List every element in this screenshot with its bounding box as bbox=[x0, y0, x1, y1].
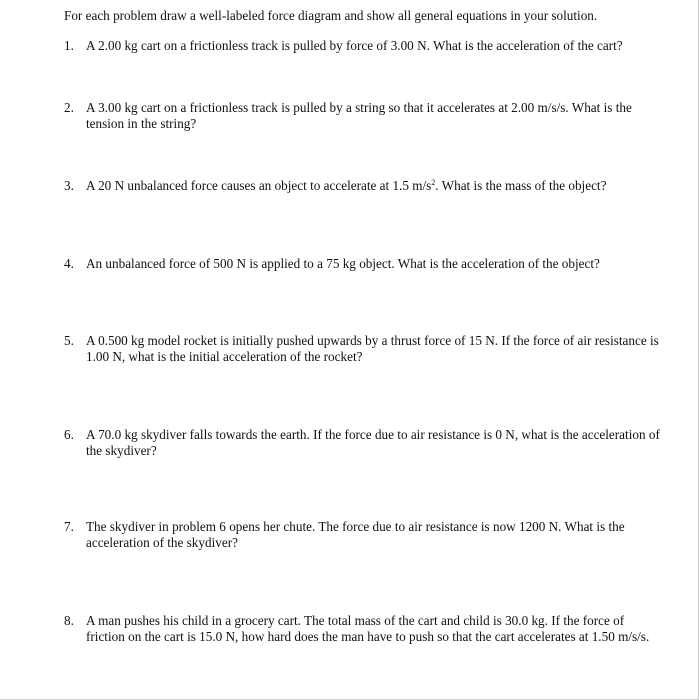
problem-text: An unbalanced force of 500 N is applied to a 75 kg object. What is the acceleration of the object? bbox=[86, 256, 600, 271]
problem-text: The skydiver in problem 6 opens her chute. The force due to air resistance is now 1200 N. What is the acceleration of the skydiver? bbox=[86, 519, 625, 550]
problem-number: 7. bbox=[64, 519, 74, 534]
problem-text: A 0.500 kg model rocket is initially pushed upwards by a thrust force of 15 N. If the force of air resistance is 1.00 N, what is the initial acceleration of the rocket? bbox=[86, 333, 659, 364]
problem-number: 8. bbox=[64, 613, 74, 628]
problem-5 bbox=[64, 333, 664, 365]
superscript: 2 bbox=[431, 178, 436, 187]
problem-text: A 3.00 kg cart on a frictionless track is pulled by a string so that it accelerates at 2.00 m/s/s. What is the tension in the string? bbox=[86, 100, 632, 131]
problem-number: 6. bbox=[64, 427, 74, 442]
problem-number: 2. bbox=[64, 100, 74, 115]
problem-text: A man pushes his child in a grocery cart. The total mass of the cart and child is 30.0 kg. If the force of friction on the cart is 15.0 N, how hard does the man have to push so that the cart accelerates at 1.50 m/s/s. bbox=[86, 613, 650, 644]
problem-text: A 20 N unbalanced force causes an object to accelerate at 1.5 $m/s^2$. What is the mass of the object? bbox=[86, 178, 607, 193]
problem-text: A 2.00 kg cart on a frictionless track is pulled by force of 3.00 N. What is the acceleration of the cart? bbox=[86, 38, 623, 53]
problem-number: 3. bbox=[64, 178, 74, 193]
problem-8 bbox=[64, 613, 664, 645]
problem-7 bbox=[64, 519, 664, 551]
problem-number: 1. bbox=[64, 38, 74, 53]
problem-number: 5. bbox=[64, 333, 74, 348]
problem-4 bbox=[64, 256, 664, 272]
instructions: For each problem draw a well-labeled force diagram and show all general equations in your solution. bbox=[64, 8, 598, 23]
problem-6 bbox=[64, 427, 664, 459]
problem-1 bbox=[64, 38, 664, 54]
problem-text: A 70.0 kg skydiver falls towards the earth. If the force due to air resistance is 0 N, what is the acceleration of the skydiver? bbox=[86, 427, 660, 458]
problem-number: 4. bbox=[64, 256, 74, 271]
problem-3 bbox=[64, 178, 664, 194]
problem-2 bbox=[64, 100, 664, 132]
